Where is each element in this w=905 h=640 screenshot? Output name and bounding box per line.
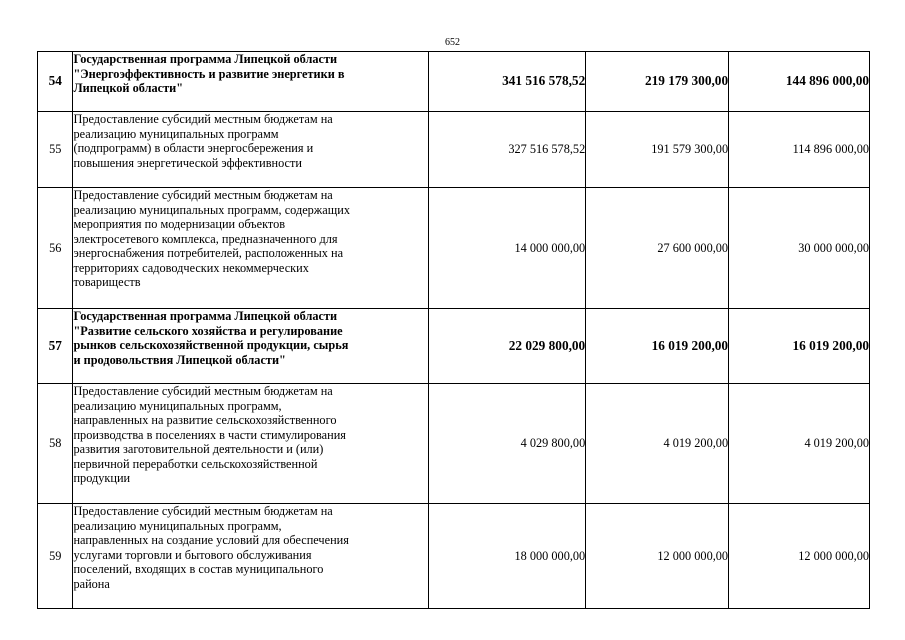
amount-year-2: 12 000 000,00 — [586, 504, 729, 609]
description-line: повышения энергетической эффективности — [73, 155, 302, 170]
amount-year-3: 114 896 000,00 — [729, 112, 870, 188]
description-line: Государственная программа Липецкой области — [73, 52, 338, 66]
amount-year-1: 22 029 800,00 — [429, 309, 586, 384]
amount-year-2: 27 600 000,00 — [586, 188, 729, 309]
description-line: рынков сельскохозяйственной продукции, сырья — [73, 338, 349, 352]
description-line: производства в поселениях в части стимулирования — [73, 427, 346, 442]
row-description — [73, 52, 429, 112]
description-line: района — [73, 576, 110, 591]
row-description — [73, 504, 429, 609]
amount-year-1: 14 000 000,00 — [429, 188, 586, 309]
table-row — [38, 504, 870, 609]
amount-year-3: 16 019 200,00 — [729, 309, 870, 384]
row-number: 58 — [38, 384, 73, 504]
amount-year-1: 327 516 578,52 — [429, 112, 586, 188]
description-line: реализацию муниципальных программ, — [73, 398, 282, 413]
amount-year-2: 191 579 300,00 — [586, 112, 729, 188]
row-number: 56 — [38, 188, 73, 309]
description-line: реализацию муниципальных программ, содержащих — [73, 202, 350, 217]
page-number: 652 — [445, 37, 460, 48]
row-description — [73, 188, 429, 309]
description-line: "Энергоэффективность и развитие энергетики в — [73, 66, 345, 81]
description-line: услугами торговли и бытового обслуживания — [73, 547, 312, 562]
description-line: реализацию муниципальных программ — [73, 126, 279, 141]
description-line: реализацию муниципальных программ, — [73, 518, 282, 533]
description-line: развития заготовительной деятельности и (или) — [73, 442, 324, 456]
row-number: 59 — [38, 504, 73, 609]
description-line: "Развитие сельского хозяйства и регулирование — [73, 323, 343, 338]
budget-table — [37, 51, 870, 609]
description-line: Предоставление субсидий местным бюджетам на — [73, 188, 333, 202]
description-line: Липецкой области" — [73, 81, 184, 95]
description-line: Предоставление субсидий местным бюджетам на — [73, 384, 333, 398]
amount-year-2: 219 179 300,00 — [586, 52, 729, 112]
description-line: и продовольствия Липецкой области" — [73, 352, 286, 367]
description-line: (подпрограмм) в области энергосбережения и — [73, 141, 314, 155]
description-line: поселений, входящих в состав муниципального — [73, 562, 324, 576]
amount-year-2: 16 019 200,00 — [586, 309, 729, 384]
description-line: территориях садоводческих некоммерческих — [73, 260, 309, 275]
amount-year-3: 12 000 000,00 — [729, 504, 870, 609]
description-line: электросетевого комплекса, предназначенного для — [73, 231, 338, 246]
row-description — [73, 309, 429, 384]
amount-year-3: 30 000 000,00 — [729, 188, 870, 309]
table-row — [38, 384, 870, 504]
description-line: товариществ — [73, 275, 141, 289]
description-line: Предоставление субсидий местным бюджетам на — [73, 112, 333, 126]
description-line: продукции — [73, 471, 131, 485]
row-number: 55 — [38, 112, 73, 188]
row-description — [73, 384, 429, 504]
description-line: направленных на развитие сельскохозяйственного — [73, 413, 337, 427]
description-line: направленных на создание условий для обеспечения — [73, 533, 349, 547]
table-body — [38, 52, 870, 609]
table-row — [38, 188, 870, 309]
amount-year-1: 4 029 800,00 — [429, 384, 586, 504]
amount-year-1: 18 000 000,00 — [429, 504, 586, 609]
amount-year-3: 4 019 200,00 — [729, 384, 870, 504]
row-number: 57 — [38, 309, 73, 384]
amount-year-2: 4 019 200,00 — [586, 384, 729, 504]
description-line: первичной переработки сельскохозяйственной — [73, 456, 318, 471]
amount-year-1: 341 516 578,52 — [429, 52, 586, 112]
description-line: Предоставление субсидий местным бюджетам на — [73, 504, 333, 518]
description-line: энергоснабжения потребителей, расположенных на — [73, 246, 344, 260]
table-row — [38, 309, 870, 384]
table-row — [38, 52, 870, 112]
description-line: Государственная программа Липецкой области — [73, 309, 338, 323]
row-description — [73, 112, 429, 188]
table-row — [38, 112, 870, 188]
amount-year-3: 144 896 000,00 — [729, 52, 870, 112]
row-number: 54 — [38, 52, 73, 112]
description-line: мероприятия по модернизации объектов — [73, 217, 286, 231]
